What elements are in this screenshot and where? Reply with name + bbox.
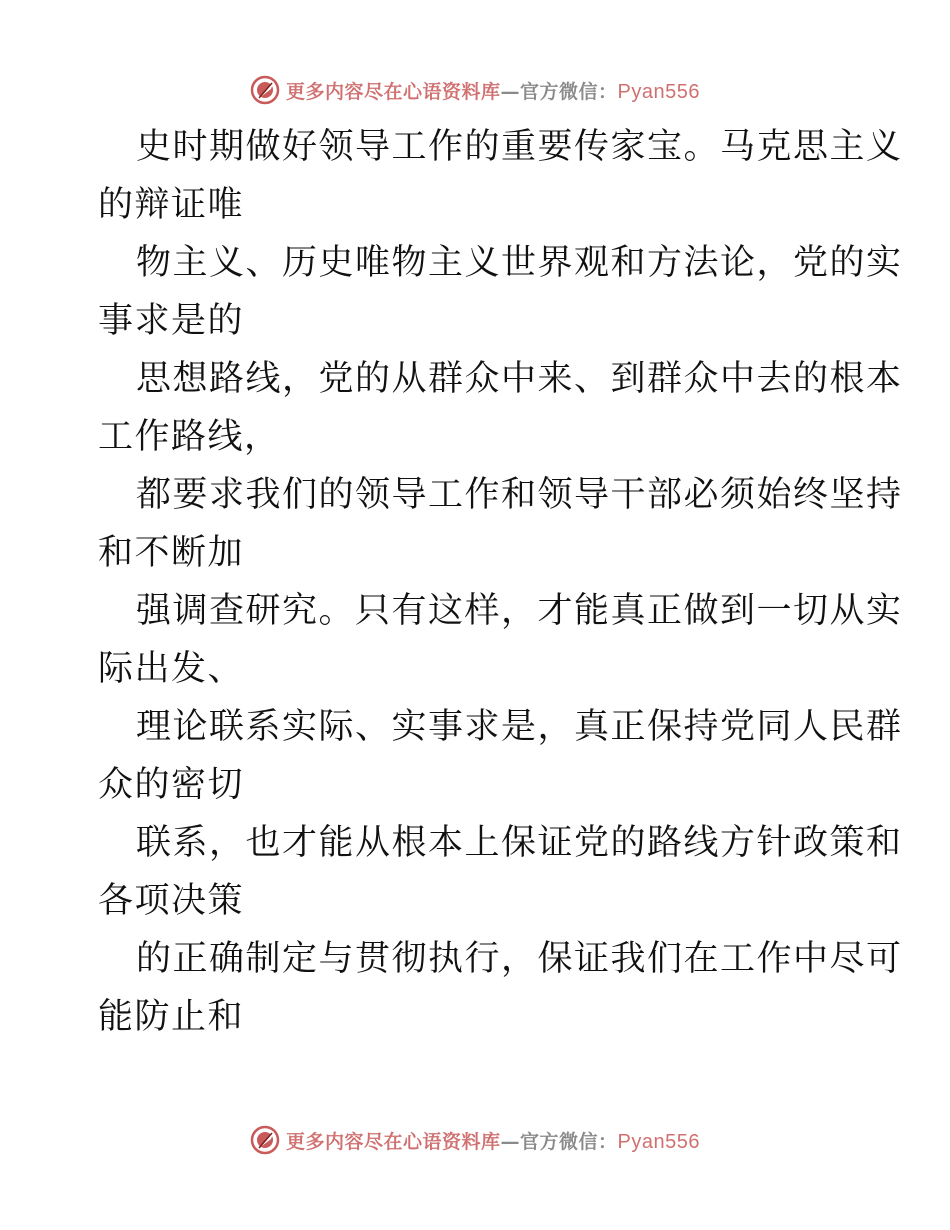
text-line: 际出发、 [98,649,245,689]
text-line: 理论联系实际、实事求是，真正保持党同人民群 [136,707,903,747]
footer-watermark [0,1122,950,1158]
header-watermark [0,72,950,108]
watermark-site-text: 更多内容尽在心语资料库 [286,80,501,103]
text-line: 物主义、历史唯物主义世界观和方法论，党的实 [136,243,903,283]
text-line: 各项决策 [98,881,245,921]
watermark-site-text: 更多内容尽在心语资料库 [286,1130,501,1153]
text-line: 众的密切 [98,765,245,805]
quill-logo-icon [250,1125,280,1155]
text-line: 能防止和 [98,997,245,1037]
text-line: 工作路线， [98,417,281,457]
text-line: 事求是的 [98,301,245,341]
watermark-wechat-id: Pyan556 [617,80,700,103]
text-line: 联系，也才能从根本上保证党的路线方针政策和 [136,823,903,863]
watermark-wechat-label: —官方微信： [500,1130,618,1153]
document-body [98,118,903,1046]
text-line: 的正确制定与贯彻执行，保证我们在工作中尽可 [136,939,903,979]
text-line: 思想路线，党的从群众中来、到群众中去的根本 [136,359,903,399]
watermark-wechat-id: Pyan556 [617,1130,700,1153]
quill-logo-icon [250,75,280,105]
text-line: 的辩证唯 [98,185,245,225]
text-line: 都要求我们的领导工作和领导干部必须始终坚持 [136,475,903,515]
watermark-wechat-label: —官方微信： [500,80,618,103]
text-line: 史时期做好领导工作的重要传家宝。马克思主义 [136,127,903,167]
text-line: 强调查研究。只有这样，才能真正做到一切从实 [136,591,903,631]
text-line: 和不断加 [98,533,245,573]
